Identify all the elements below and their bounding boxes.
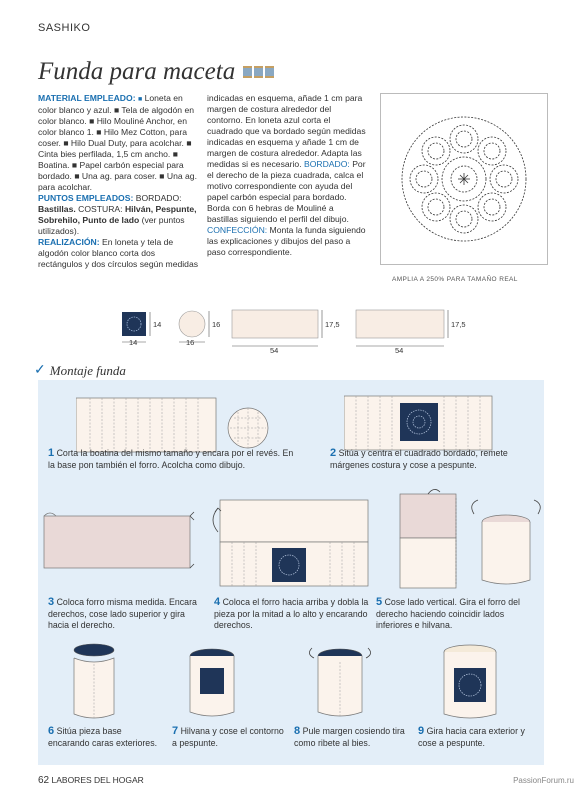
points-costura: Hilván, Pespunte, Sobrehilo, Punto de lado: [38, 204, 197, 225]
step-4: 4 Coloca el forro hacia arriba y dobla la pieza por la mitad a lo alto y encarando derechos.: [214, 596, 369, 630]
confeccion-label: CONFECCIÓN:: [207, 225, 268, 235]
rectangle-piece-1: [232, 310, 318, 338]
montaje-heading: [34, 362, 126, 379]
page-number: 62: [38, 775, 50, 786]
step-5: 5 Cose lado vertical. Gira el forro del derecho haciendo coincidir lados inferiores e hilvana.: [376, 596, 521, 630]
difficulty-spools-icon: [243, 66, 274, 78]
embroidery-pattern: [380, 93, 548, 265]
step-3-illustration: [42, 508, 198, 578]
step-2: 2 Sitúa y centra el cuadrado bordado, remete márgenes costura y cose a pespunte.: [330, 447, 508, 470]
step-8: 8 Pule margen cosiendo tira como ribete al bies.: [294, 725, 405, 748]
dim-circle-width: 16: [186, 338, 195, 347]
step-6: 6 Sitúa pieza base encarando caras exteriores.: [48, 725, 158, 748]
section-header: SASHIKO: [38, 22, 91, 34]
step-9: 9 Gira hacia cara exterior y cose a pespunte.: [418, 725, 525, 748]
checkmark-icon: ✓: [34, 363, 46, 378]
page-title: Funda para maceta: [38, 58, 236, 85]
page-footer: [38, 775, 144, 786]
materials-heading: MATERIAL EMPLEADO:: [38, 93, 136, 103]
step-3: 3 Coloca forro misma medida. Encara derechos, cose lado superior y gira hacia el derecho.: [48, 596, 197, 630]
watermark: PassionForum.ru: [513, 776, 574, 785]
blue-square-piece: [122, 312, 146, 336]
realizacion-heading: REALIZACIÓN:: [38, 237, 100, 247]
magazine-name: LABORES DEL HOGAR: [51, 775, 144, 785]
steps-panel: [38, 380, 544, 765]
step-5-illustration: [394, 484, 542, 590]
step-2-illustration: [344, 394, 494, 452]
dim-rect1-height: 17,5: [325, 320, 340, 329]
materials-text: Loneta en color blanco y azul. ■ Tela de algodón en color blanco. ■ Hilo Mouliné Anchor, en color blanco 1. ■ Hilo Mez Cotton, para coser. ■ Hilo Dual Duty, para acolchar. ■ Cinta bies perfilada, 1,5 cm ancho. ■ Boatina. ■ Papel carbón especial para bordado. ■ Una ag. para coser. ■ Una ag. para acolchar.: [38, 93, 197, 192]
points-heading: PUNTOS EMPLEADOS:: [38, 193, 134, 203]
rectangle-piece-2: [356, 310, 444, 338]
circle-piece: [179, 311, 205, 337]
instructions-text-2: Por el derecho de la pieza cuadrada, calca el motivo correspondiente con ayuda del papel carbón especial para bordado. Borda con 6 hebras de Mouliné a bastillas siguiendo el perfil del dibujo.: [207, 159, 366, 224]
dim-circle-height: 16: [212, 320, 221, 329]
instructions-column: [207, 93, 367, 258]
materials-column: MATERIAL EMPLEADO: ■ Loneta en color blanco y azul. ■ Tela de algodón en color blanco. ■ Hilo Mouliné Anchor, en color blanco 1. ■ Hilo Mez Cotton, para coser. ■ Hilo Dual Duty, para acolchar. ■ Cinta bies perfilada, 1,5 cm ancho. ■ Boatina. ■ Papel carbón especial para bordado. ■ Una ag. para coser. ■ Una ag. para acolchar. PUNTOS EMPLEADOS: BORDADO: Bastillas. COSTURA: Hilván, Pespunte, Sobrehilo, Punto de lado (ver puntos utilizados). REALIZACIÓN: En loneta y tela de algodón color blanco corta dos rectángulos y dos círculos según medidas: [38, 93, 199, 269]
steps-6-9-illustrations: [62, 642, 532, 722]
instructions-text-1: indicadas en esquema, añade 1 cm para margen de costura alrededor del contorno. En loneta azul corta el cuadrado que va bordado según medidas indicadas en esquema y añade 1 cm de margen de costura alrededor. Adapta las medidas si es necesario.: [207, 93, 366, 169]
montaje-title: Montaje funda: [49, 362, 126, 378]
step-7: 7 Hilvana y cose el contorno a pespunte.: [172, 725, 284, 748]
dim-rect2-height: 17,5: [451, 320, 466, 329]
title-row: [38, 58, 274, 86]
dim-rect1-width: 54: [270, 346, 279, 355]
points-bordado-label: BORDADO:: [135, 193, 182, 203]
dim-square-width: 14: [129, 338, 138, 347]
realizacion-text: En loneta y tela de algodón color blanco corta dos rectángulos y dos círculos según medidas: [38, 237, 199, 269]
dim-square-height: 14: [153, 320, 162, 329]
dim-rect2-width: 54: [395, 346, 404, 355]
points-note: (ver puntos utilizados).: [38, 215, 185, 236]
step-4-illustration: [210, 496, 370, 588]
dimensions-diagram: [0, 300, 588, 360]
pattern-caption: AMPLIA A 250% PARA TAMAÑO REAL: [392, 276, 518, 283]
step-1-illustration: [76, 394, 316, 456]
instructions-text-3: Monta la funda siguiendo las explicaciones y dibujos del paso a paso correspondiente.: [207, 225, 366, 257]
sashiko-motif-icon: [381, 94, 547, 264]
step-1: 1 Corta la boatina del mismo tamaño y encara por el revés. En la base pon también el forro. Acolcha como dibujo.: [48, 447, 294, 470]
bordado-label: BORDADO:: [303, 159, 350, 169]
points-bordado: Bastillas.: [38, 204, 76, 214]
points-costura-label: COSTURA:: [78, 204, 123, 214]
